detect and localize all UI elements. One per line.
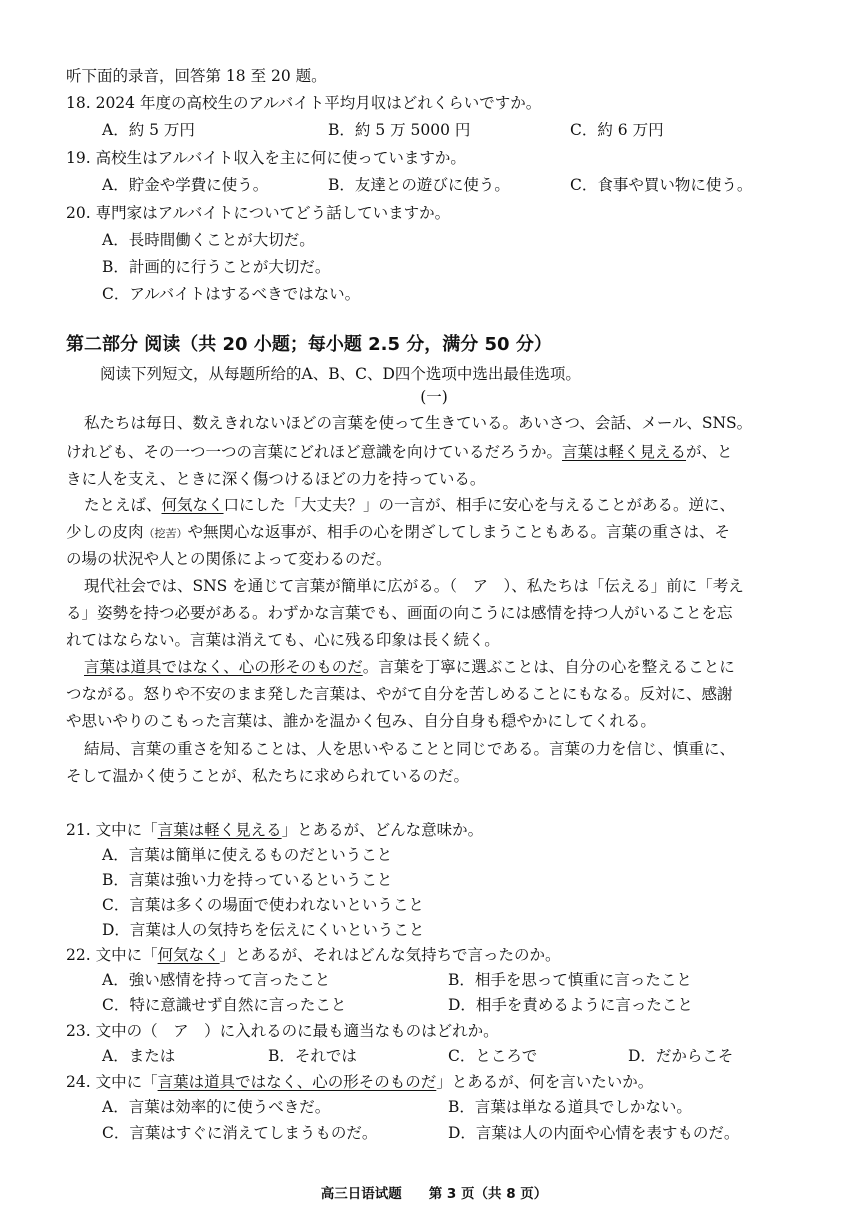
underlined-phrase-1: 言葉は軽く見える xyxy=(562,443,687,461)
question-24-stem xyxy=(66,1072,653,1092)
q22-option-d: D．相手を責めるように言ったこと xyxy=(448,996,693,1014)
q18-option-b: B．約 5 万 5000 円 xyxy=(328,121,471,139)
passage-text: が、と xyxy=(686,443,733,461)
passage-line xyxy=(84,495,735,515)
passage-line: つながる。怒りや不安のまま発した言葉は、やがて自分を苦しめることにもなる。反対に、感謝 xyxy=(66,685,733,703)
question-19-stem: 19. 高校生はアルバイト収入を主に何に使っていますか。 xyxy=(66,149,466,167)
passage-line: る」姿勢を持つ必要がある。わずかな言葉でも、画面の向こうには感情を持つ人がいることを忘 xyxy=(66,604,733,622)
underlined-phrase-3: 言葉は道具ではなく、心の形そのものだ xyxy=(84,658,363,676)
passage-line: 結局、言葉の重さを知ることは、人を思いやることと同じである。言葉の力を信じ、慎重に、 xyxy=(84,740,736,758)
reading-section-heading: 第二部分 阅读（共 20 小题；每小题 2.5 分，满分 50 分） xyxy=(66,334,552,355)
stem-text: 24. 文中に「 xyxy=(66,1073,158,1091)
underlined-phrase-2: 何気なく xyxy=(161,496,224,514)
q24-option-d: D．言葉は人の内面や心情を表すものだ。 xyxy=(448,1124,740,1142)
question-23-stem: 23. 文中の（ ア ）に入れるのに最も適当なものはどれか。 xyxy=(66,1022,499,1040)
stem-text: 21. 文中に「 xyxy=(66,821,158,839)
q22-option-b: B．相手を思って慎重に言ったこと xyxy=(448,971,692,989)
q19-option-c: C．食事や買い物に使う。 xyxy=(570,176,753,194)
reading-instruction: 阅读下列短文，从每题所给的A、B、C、D四个选项中选出最佳选项。 xyxy=(100,365,581,383)
q18-option-a: A．約 5 万円 xyxy=(102,121,195,139)
q22-option-c: C．特に意識せず自然に言ったこと xyxy=(102,996,347,1014)
passage-line: の場の状況や人との関係によって変わるのだ。 xyxy=(66,550,392,568)
q23-option-d: D．だからこそ xyxy=(628,1047,734,1065)
q21-option-d: D．言葉は人の気持ちを伝えにくいということ xyxy=(102,921,425,939)
q21-option-b: B．言葉は強い力を持っているということ xyxy=(102,871,393,889)
stem-text: 」とあるが、何を言いたいか。 xyxy=(436,1073,654,1091)
q24-option-c: C．言葉はすぐに消えてしまうものだ。 xyxy=(102,1124,378,1142)
passage-line: そして温かく使うことが、私たちに求められているのだ。 xyxy=(66,767,470,785)
q24-option-a: A．言葉は効率的に使うべきだ。 xyxy=(102,1098,331,1116)
passage-number: (一) xyxy=(420,388,448,406)
q21-option-a: A．言葉は簡単に使えるものだということ xyxy=(102,846,393,864)
question-20-stem: 20. 専門家はアルバイトについてどう話していますか。 xyxy=(66,204,451,222)
stem-quote: 言葉は軽く見える xyxy=(157,821,282,839)
gloss-note: （挖苦） xyxy=(143,527,188,540)
q20-option-c: C．アルバイトはするべきではない。 xyxy=(102,285,361,303)
stem-text: 」とあるが、それはどんな気持ちで言ったのか。 xyxy=(219,946,561,964)
passage-text: や無関心な返事が、相手の心を閉ざしてしまうこともある。言葉の重さは、そ xyxy=(187,523,731,541)
q23-option-c: C．ところで xyxy=(448,1047,538,1065)
q23-option-b: B．それでは xyxy=(268,1047,357,1065)
q18-option-c: C．約 6 万円 xyxy=(570,121,664,139)
q23-option-a: A．または xyxy=(102,1047,176,1065)
q21-option-c: C．言葉は多くの場面で使われないということ xyxy=(102,896,424,914)
passage-line xyxy=(66,522,730,544)
q24-option-b: B．言葉は単なる道具でしかない。 xyxy=(448,1098,692,1116)
listening-instruction: 听下面的录音，回答第 18 至 20 题。 xyxy=(66,67,327,85)
passage-line: 現代社会では、SNS を通じて言葉が簡単に広がる。（ ア ）、私たちは「伝える」前に「考え xyxy=(84,577,744,595)
passage-text: たとえば、 xyxy=(84,496,162,514)
passage-line: や思いやりのこもった言葉は、誰かを温かく包み、自分自身も穏やかにしてくれる。 xyxy=(66,712,656,730)
q20-option-a: A．長時間働くことが大切だ。 xyxy=(102,231,315,249)
q19-option-a: A．貯金や学費に使う。 xyxy=(102,176,269,194)
passage-line xyxy=(84,657,735,677)
stem-quote: 言葉は道具ではなく、心の形そのものだ xyxy=(157,1073,437,1091)
stem-text: 」とあるが、どんな意味か。 xyxy=(281,821,484,839)
question-22-stem xyxy=(66,945,560,965)
question-21-stem xyxy=(66,820,483,840)
passage-text: 。言葉を丁寧に選ぶことは、自分の心を整えることに xyxy=(362,658,735,676)
stem-text: 22. 文中に「 xyxy=(66,946,158,964)
passage-line xyxy=(66,442,733,462)
question-18-stem: 18. 2024 年度の高校生のアルバイト平均月収はどれくらいですか。 xyxy=(66,94,542,112)
passage-line: きに人を支え、ときに深く傷つけるほどの力を持っている。 xyxy=(66,470,486,488)
q20-option-b: B．計画的に行うことが大切だ。 xyxy=(102,258,331,276)
q19-option-b: B．友達との遊びに使う。 xyxy=(328,176,510,194)
passage-text: 口にした「大丈夫？」の一言が、相手に安心を与えることがある。逆に、 xyxy=(223,496,736,514)
passage-text: 少しの皮肉 xyxy=(66,523,144,541)
q22-option-a: A．強い感情を持って言ったこと xyxy=(102,971,331,989)
page-footer: 高三日语试题 第 3 页（共 8 页） xyxy=(320,1186,548,1202)
stem-quote: 何気なく xyxy=(157,946,220,964)
passage-line: 私たちは毎日、数えきれないほどの言葉を使って生きている。あいさつ、会話、メール、SNS。 xyxy=(84,414,753,432)
passage-text: けれども、その一つ一つの言葉にどれほど意識を向けているだろうか。 xyxy=(66,443,563,461)
passage-line: れてはならない。言葉は消えても、心に残る印象は長く続く。 xyxy=(66,631,500,649)
